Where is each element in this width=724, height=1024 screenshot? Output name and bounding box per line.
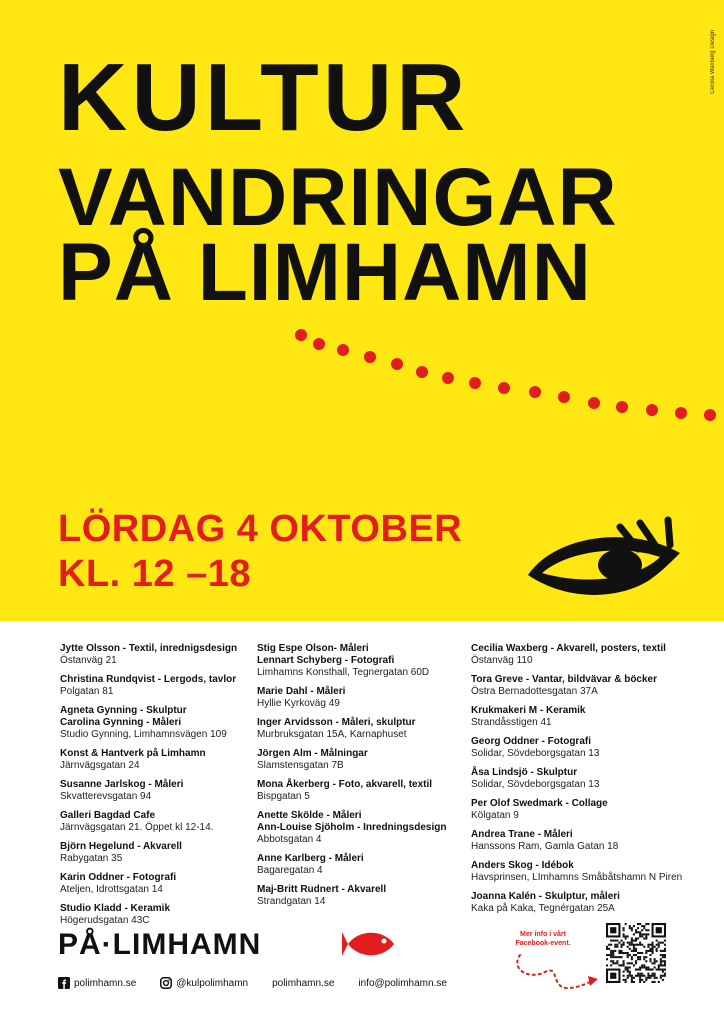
- fish-logo-icon: [342, 926, 402, 962]
- artist-name: Ann-Louise Sjöholm - Inredningsdesign: [257, 822, 447, 833]
- venue-entry: [257, 810, 467, 846]
- venue-entry: [471, 891, 681, 915]
- venue-column-3: [471, 643, 681, 922]
- venue-entry: [471, 829, 681, 853]
- venue-address: Östanväg 21: [60, 655, 117, 666]
- venue-address: Järnvägsgatan 24: [60, 760, 140, 771]
- website-link[interactable]: polimhamn.se: [272, 977, 335, 989]
- artist-name: Joanna Kalén - Skulptur, måleri: [471, 891, 620, 902]
- venue-column-1: [60, 643, 270, 934]
- venue-address: Strandåsstigen 41: [471, 717, 552, 728]
- facebook-event-note: Mer info i vårt Facebook-event.: [515, 931, 571, 947]
- artist-name: Per Olof Swedmark - Collage: [471, 798, 608, 809]
- artist-name: Andrea Trane - Måleri: [471, 829, 573, 840]
- venue-address: Havsprinsen, LImhamns Småbåtshamn N Piren: [471, 872, 683, 883]
- artist-name: Inger Arvidsson - Måleri, skulptur: [257, 717, 416, 728]
- venue-entry: [471, 643, 681, 667]
- artist-name: Tora Greve - Vantar, bildvävar & böcker: [471, 674, 658, 685]
- venue-entry: [60, 903, 270, 927]
- venue-entry: [257, 779, 467, 803]
- venue-address: Hanssons Ram, Gamla Gatan 18: [471, 841, 619, 852]
- venue-address: Bagaregatan 4: [257, 865, 323, 876]
- venue-address: Östra Bernadottesgatan 37A: [471, 686, 598, 697]
- email-link[interactable]: info@polimhamn.se: [358, 977, 447, 989]
- artist-name: Susanne Jarlskog - Måleri: [60, 779, 184, 790]
- designer-credit: Cecilia Waxberg Design: [710, 30, 716, 94]
- event-date: LÖRDAG 4 OKTOBER: [58, 508, 463, 550]
- footer-website[interactable]: [272, 978, 334, 989]
- artist-name: Christina Rundqvist - Lergods, tavlor: [60, 674, 237, 685]
- venue-entry: [471, 736, 681, 760]
- venue-entry: [471, 767, 681, 791]
- venue-column-2: [257, 643, 467, 915]
- venue-address: Bispgatan 5: [257, 791, 310, 802]
- artist-name: Stig Espe Olson- Måleri: [257, 643, 369, 654]
- artist-name: Björn Hegelund - Akvarell: [60, 841, 182, 852]
- venue-entry: [60, 872, 270, 896]
- venue-address: Östanväg 110: [471, 655, 533, 666]
- venue-entry: [60, 841, 270, 865]
- venue-address: Järnvägsgatan 21. Öppet kl 12-14.: [60, 822, 214, 833]
- artist-name: Agneta Gynning - Skulptur: [60, 705, 187, 716]
- headline-line-1: KULTUR: [58, 44, 470, 151]
- venue-address: Studio Gynning, Limhamnsvägen 109: [60, 729, 227, 740]
- footer-contact-bar: [58, 977, 471, 989]
- footer-email[interactable]: [358, 978, 447, 989]
- artist-name: Konst & Hantverk på Limhamn: [60, 748, 206, 759]
- venue-entry: [60, 674, 270, 698]
- venue-address: Högerudsgatan 43C: [60, 915, 150, 926]
- venue-entry: [60, 705, 270, 741]
- venue-entry: [471, 798, 681, 822]
- instagram-handle: @kulpolimhamn: [176, 977, 249, 989]
- artist-name: Lennart Schyberg - Fotografi: [257, 655, 395, 666]
- venue-address: Hyllie Kyrkoväg 49: [257, 698, 340, 709]
- venue-entry: [471, 860, 681, 884]
- venue-address: Ateljen, Idrottsgatan 14: [60, 884, 163, 895]
- artist-name: Georg Oddner - Fotografi: [471, 736, 591, 747]
- facebook-icon: [58, 977, 70, 989]
- venue-address: Polgatan 81: [60, 686, 114, 697]
- venue-entry: [471, 674, 681, 698]
- venue-entry: [60, 810, 270, 834]
- venue-address: Kaka på Kaka, Tegnérgatan 25A: [471, 903, 615, 914]
- artist-name: Mona Åkerberg - Foto, akvarell, textil: [257, 779, 433, 790]
- venue-address: Murbruksgatan 15A, Karnaphuset: [257, 729, 407, 740]
- facebook-handle: polimhamn.se: [74, 977, 137, 989]
- venue-entry: [257, 686, 467, 710]
- venue-address: Kölgatan 9: [471, 810, 519, 821]
- artist-name: Karin Oddner - Fotografi: [60, 872, 177, 883]
- instagram-icon: [160, 977, 172, 989]
- artist-name: Jytte Olsson - Textil, inrednigsdesign: [60, 643, 238, 654]
- venue-address: Slamstensgatan 7B: [257, 760, 344, 771]
- artist-name: Maj-Britt Rudnert - Akvarell: [257, 884, 387, 895]
- venue-entry: [257, 643, 467, 679]
- artist-name: Carolina Gynning - Måleri: [60, 717, 182, 728]
- artist-name: Galleri Bagdad Cafe: [60, 810, 156, 821]
- artist-name: Anders Skog - Idébok: [471, 860, 574, 871]
- venue-address: Limhamns Konsthall, Tegnergatan 60D: [257, 667, 430, 678]
- venue-entry: [257, 717, 467, 741]
- venue-address: Strandgatan 14: [257, 896, 326, 907]
- artist-name: Marie Dahl - Måleri: [257, 686, 346, 697]
- artist-name: Åsa Lindsjö - Skulptur: [471, 767, 578, 778]
- venue-entry: [257, 884, 467, 908]
- artist-name: Krukmakeri M - Keramik: [471, 705, 586, 716]
- venue-entry: [257, 853, 467, 877]
- venue-entry: [471, 705, 681, 729]
- venue-address: Solidar, Sövdeborgsgatan 13: [471, 779, 600, 790]
- artist-name: Anne Karlberg - Måleri: [257, 853, 364, 864]
- qr-code[interactable]: [606, 923, 666, 983]
- venue-entry: [60, 779, 270, 803]
- footer-instagram[interactable]: [160, 977, 248, 989]
- venue-entry: [60, 748, 270, 772]
- venue-address: Solidar, Sövdeborgsgatan 13: [471, 748, 600, 759]
- artist-name: Cecilia Waxberg - Akvarell, posters, textil: [471, 643, 666, 654]
- event-time: KL. 12 –18: [58, 553, 251, 595]
- venue-address: Abbotsgatan 4: [257, 834, 322, 845]
- venue-entry: [257, 748, 467, 772]
- headline-line-2: VANDRINGAR: [58, 152, 618, 243]
- artist-name: Studio Kladd - Keramik: [60, 903, 171, 914]
- venue-entry: [60, 643, 270, 667]
- artist-name: Jörgen Alm - Målningar: [257, 748, 368, 759]
- venue-address: Skvatterevsgatan 94: [60, 791, 152, 802]
- headline-line-3: PÅ LIMHAMN: [58, 227, 592, 318]
- pa-limhamn-logo: PÅ·LIMHAMN: [58, 928, 262, 961]
- eye-illustration: [520, 515, 690, 610]
- dotted-arrow-decoration: [510, 950, 600, 995]
- venue-address: Rabygatan 35: [60, 853, 123, 864]
- artist-name: Anette Skölde - Måleri: [257, 810, 362, 821]
- footer-facebook[interactable]: [58, 977, 136, 989]
